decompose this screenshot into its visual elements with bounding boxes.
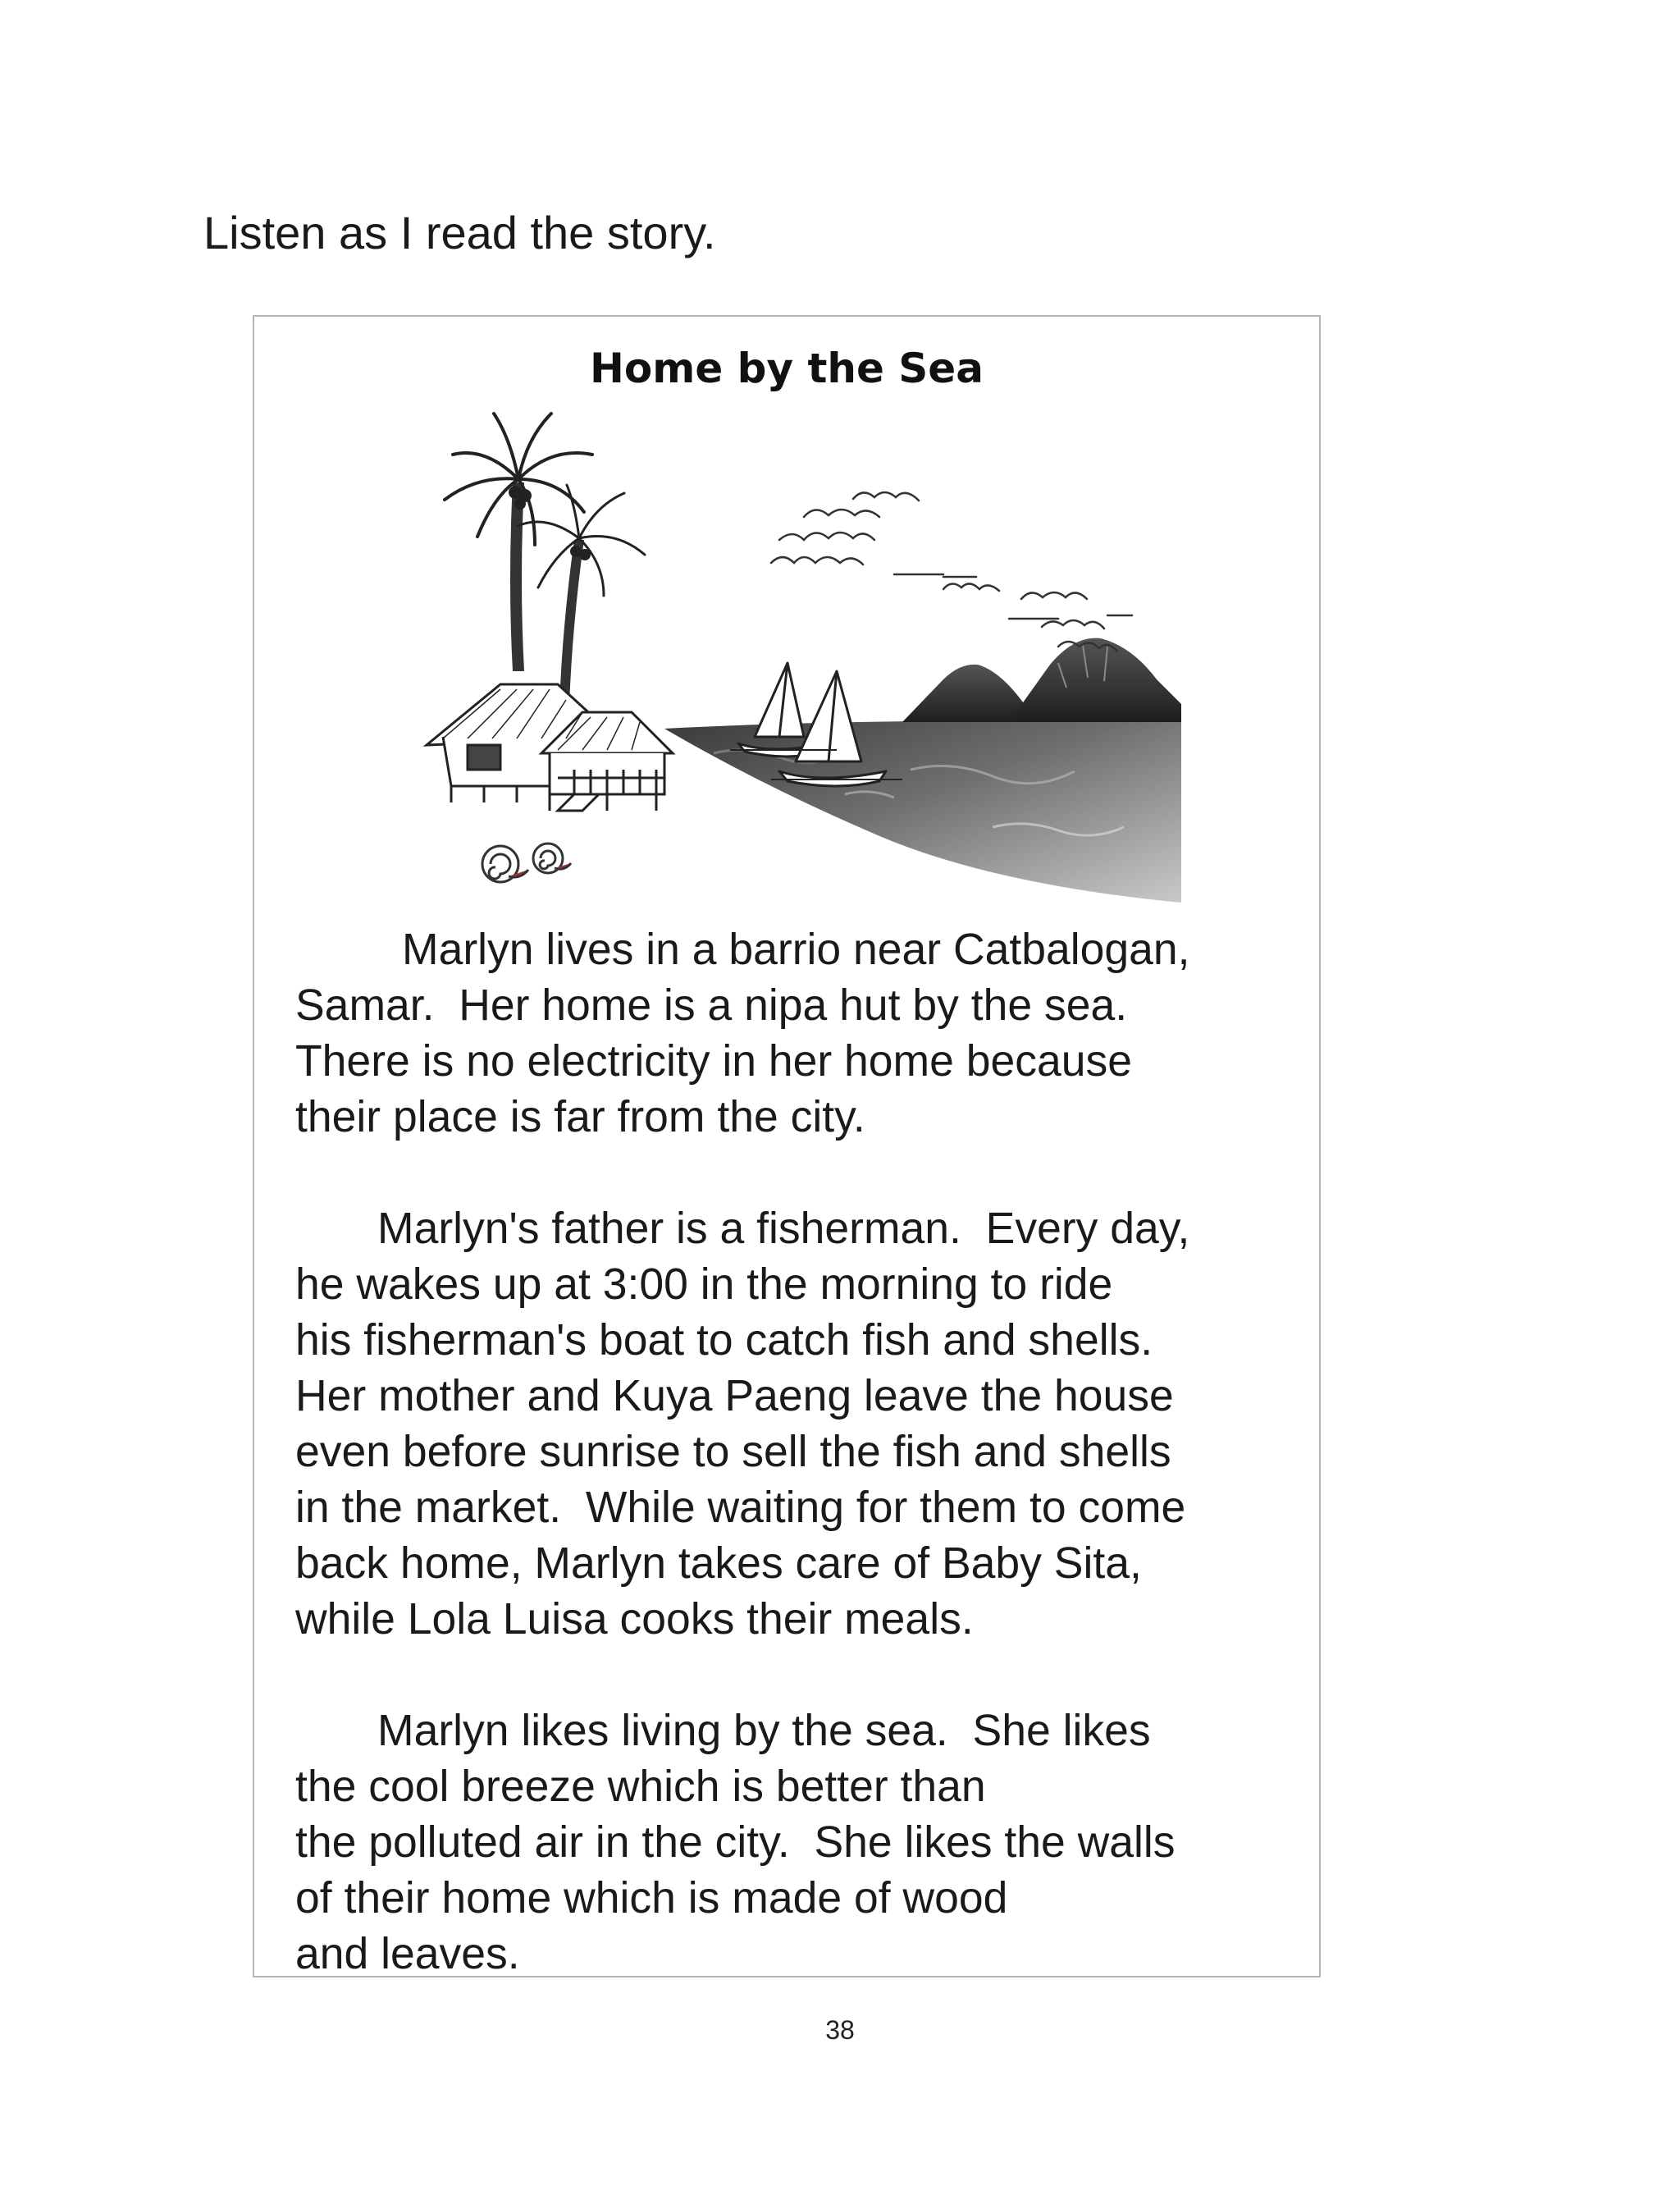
paragraph-line: in the market. While waiting for them to come <box>295 1484 1186 1532</box>
story-box <box>253 315 1321 1977</box>
paragraph-line: of their home which is made of wood <box>295 1874 1008 1923</box>
paragraph-line: Marlyn's father is a fisherman. Every day, <box>377 1205 1190 1253</box>
paragraph-line: their place is far from the city. <box>295 1093 865 1141</box>
paragraph-line: while Lola Luisa cooks their meals. <box>295 1595 974 1644</box>
paragraph-line: back home, Marlyn takes care of Baby Sita, <box>295 1539 1142 1588</box>
page-number: 38 <box>825 2015 855 2045</box>
clouds <box>771 492 1132 652</box>
paragraph-line: even before sunrise to sell the fish and shells <box>295 1428 1171 1476</box>
palm-trees <box>445 414 645 704</box>
paragraph-line: he wakes up at 3:00 in the morning to ride <box>295 1260 1113 1309</box>
paragraph-line: Samar. Her home is a nipa hut by the sea. <box>295 981 1128 1030</box>
story-paragraph-1 <box>295 922 1312 1145</box>
seaside-illustration <box>418 400 1181 904</box>
instruction-text: Listen as I read the story. <box>203 207 716 258</box>
mountains <box>902 638 1181 722</box>
nipa-hut <box>427 684 673 811</box>
shells <box>482 844 571 882</box>
paragraph-line: and leaves. <box>295 1930 520 1978</box>
paragraph-line: Marlyn likes living by the sea. She likes <box>377 1707 1151 1755</box>
paragraph-line: the cool breeze which is better than <box>295 1763 986 1811</box>
paragraph-line: Her mother and Kuya Paeng leave the house <box>295 1372 1174 1420</box>
story-paragraph-2 <box>295 1201 1312 1648</box>
paragraph-line: the polluted air in the city. She likes the walls <box>295 1818 1176 1867</box>
paragraph-line: his fisherman's boat to catch fish and shells. <box>295 1316 1153 1365</box>
paragraph-line: Marlyn lives in a barrio near Catbalogan, <box>402 926 1190 974</box>
story-paragraph-3 <box>295 1703 1312 1982</box>
paragraph-line: There is no electricity in her home because <box>295 1037 1132 1086</box>
story-title: Home by the Sea <box>590 345 984 392</box>
